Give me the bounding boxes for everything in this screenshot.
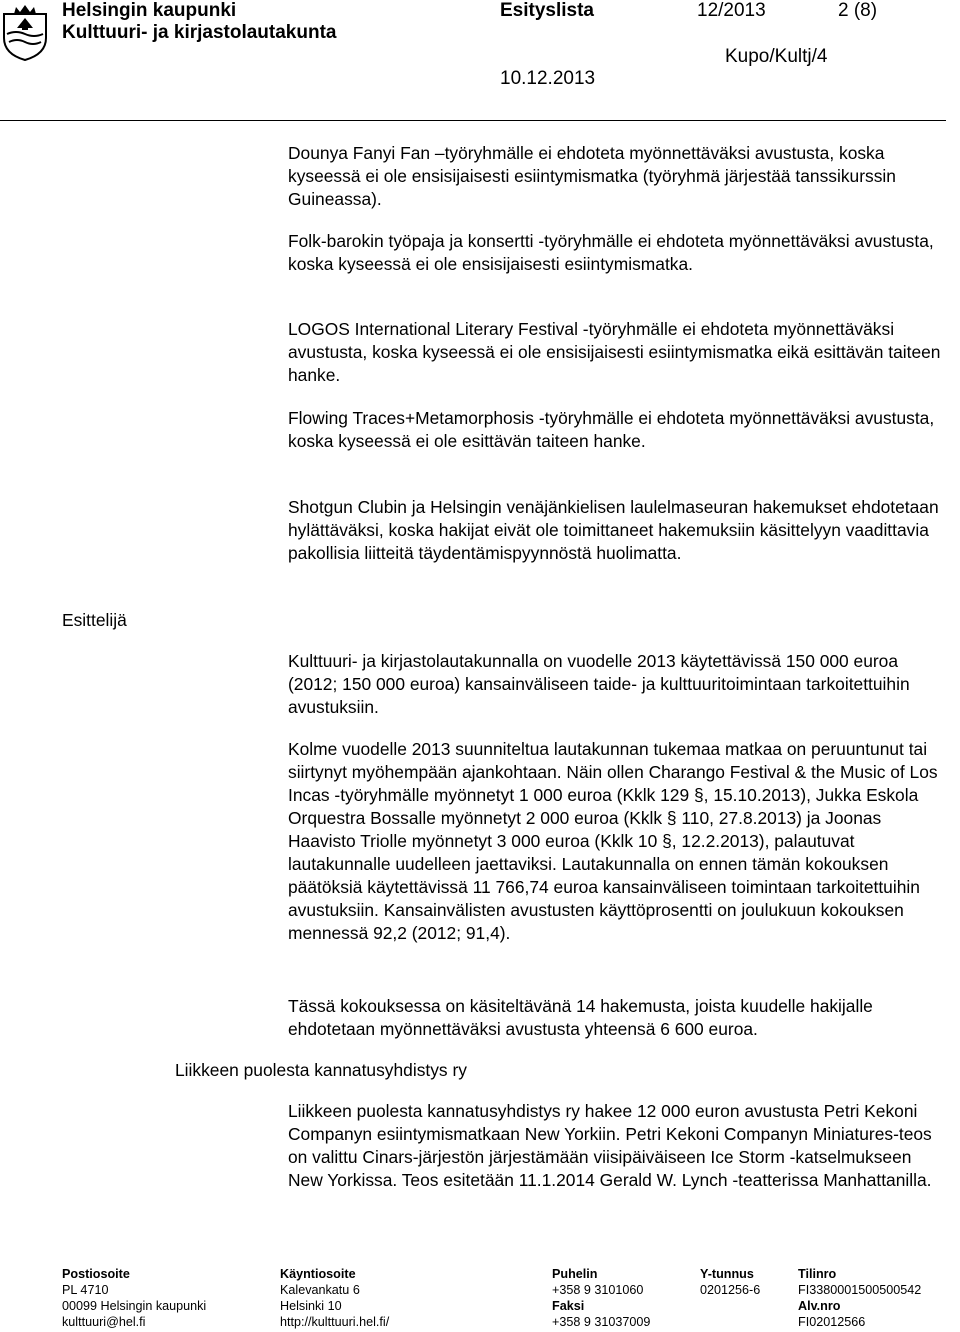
paragraph-returned-grants: Kolme vuodelle 2013 suunniteltua lautakunnan tukemaa matkaa on peruuntunut tai siirtynyt myöhempään ajankohtaan. Näin ollen Charango Festival & the Music of Los Incas -työryhmälle myönnetyt 1 000 euroa (Kklk 129 §, 15.10.2013), Jukka Eskola Orquestra Bossalle myönnetyt 2 000 euroa (Kklk § 110, 27.8.2013) ja Joonas Haavisto Triolle myönnetyt 3 000 euroa (Kklk 10 §, 12.2.2013), palautuvat lautakunnalle uudelleen jaettaviksi. Lautakunnalla on ennen tämän kokouksen päätöksiä käytettävissä 11 766,74 euroa kansainväliseen toimintaan tarkoitettuihin avustuksiin. Kansainvälisten avustusten käyttöprosentti on joulukuun kokouksen mennessä 92,2 (2012; 91,4). (288, 739, 938, 943)
page-number: 2 (8) (838, 0, 878, 21)
applicant-label: Liikkeen puolesta kannatusyhdistys ry (175, 1060, 467, 1080)
paragraph-logos-festival: LOGOS International Literary Festival -työryhmälle ei ehdoteta myönnettäväksi avustusta, koska kyseessä ei ole ensisijaisesti esiintymismatka eikä esittävän taiteen hanke. (288, 319, 941, 385)
footer-business-id: Y-tunnus 0201256-6 (700, 1267, 761, 1297)
footer-email-link[interactable]: kulttuuri@hel.fi (62, 1315, 146, 1329)
footer-postal-address: Postiosoite PL 4710 00099 Helsingin kaupunki kulttuuri@hel.fi (62, 1267, 207, 1329)
header-divider (0, 120, 946, 121)
document-number: 12/2013 (697, 0, 766, 21)
presenter-label: Esittelijä (62, 610, 127, 630)
paragraph-petri-kekoni: Liikkeen puolesta kannatusyhdistys ry hakee 12 000 euron avustusta Petri Kekoni Companyn esiintymismatkaan New Yorkiin. Petri Kekoni Companyn Miniatures-teos on valittu Cinars-järjestön järjestämään viisipäiväiseen Ice Storm -katselmukseen New Yorkissa. Teos esitetään 11.1.2014 Gerald W. Lynch -teatterissa Manhattanilla. (288, 1101, 932, 1190)
paragraph-budget: Kulttuuri- ja kirjastolautakunnalla on vuodelle 2013 käytettävissä 150 000 euroa (2012; 150 000 euroa) kansainväliseen taide- ja kulttuuritoimintaan tarkoitettuihin avustuksiin. (288, 651, 910, 717)
meeting-date: 10.12.2013 (500, 68, 596, 89)
document-type: Esityslista (500, 0, 594, 21)
paragraph-folk-barokki: Folk-barokin työpaja ja konsertti -työryhmälle ei ehdoteta myönnettäväksi avustusta, koska kyseessä ei ole ensisijaisesti esiintymismatka. (288, 231, 934, 274)
paragraph-flowing-traces: Flowing Traces+Metamorphosis -työryhmälle ei ehdoteta myönnettäväksi avustusta, koska kyseessä ei ole esittävän taiteen hanke. (288, 408, 935, 451)
paragraph-applications-summary: Tässä kokouksessa on käsiteltävänä 14 hakemusta, joista kuudelle hakijalle ehdotetaan myönnettäväksi avustusta yhteensä 6 600 euroa. (288, 996, 873, 1039)
committee-name: Kulttuuri- ja kirjastolautakunta (62, 22, 337, 43)
helsinki-coat-of-arms-icon (2, 4, 48, 62)
paragraph-dounya-fanyi-fan: Dounya Fanyi Fan –työryhmälle ei ehdoteta myönnettäväksi avustusta, koska kyseessä ei ole ensisijaisesti esiintymismatka (työryhmä järjestää tanssikurssin Guineassa). (288, 143, 896, 209)
footer-account: Tilinro FI3380001500500542 Alv.nro FI02012566 (798, 1267, 922, 1329)
footer-visiting-address: Käyntiosoite Kalevankatu 6 Helsinki 10 http://kulttuuri.hel.fi/ (280, 1267, 390, 1329)
organization-name: Helsingin kaupunki (62, 0, 237, 21)
reference-code: Kupo/Kultj/4 (725, 46, 828, 67)
paragraph-shotgun-club: Shotgun Clubin ja Helsingin venäjänkielisen laulelmaseuran hakemukset ehdotetaan hylättäväksi, koska hakijat eivät ole toimittaneet hakemuksiin käsittelyyn vaadittavia pakollisia liitteitä täydentämispyynnöstä huolimatta. (288, 497, 939, 563)
footer-phone: Puhelin +358 9 3101060 Faksi +358 9 31037009 (552, 1267, 651, 1329)
footer-website-link[interactable]: http://kulttuuri.hel.fi/ (280, 1315, 390, 1329)
